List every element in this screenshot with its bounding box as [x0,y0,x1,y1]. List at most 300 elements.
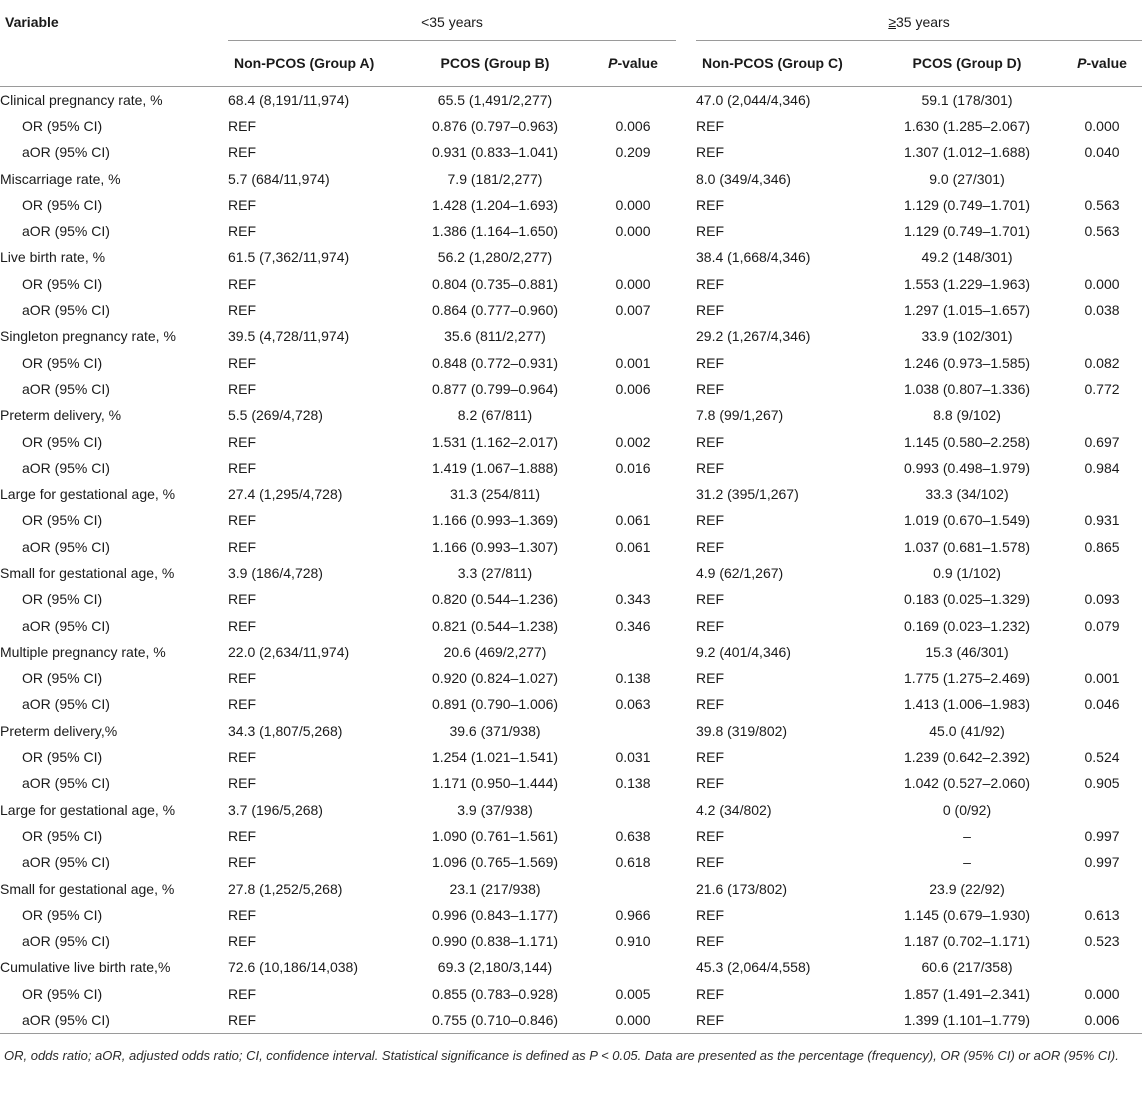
cell-gap [676,639,696,665]
cell-group-d: 1.413 (1.006–1.983) [903,696,1031,713]
table-row [0,455,1142,481]
table-row [0,376,1142,402]
col-header-p-value-2 [1062,40,1142,86]
cell-p-value-2 [1062,639,1142,665]
cell-group-a: REF [228,433,256,450]
cell-group-d: 1.129 (0.749–1.701) [903,223,1031,240]
cell-p-value-2 [1062,718,1142,744]
cell-p-value-2: 0.563 [1084,196,1120,213]
cell-gap [676,323,696,349]
cell-group-d: 1.630 (1.285–2.067) [903,117,1031,134]
cell-p-value-1: 0.061 [615,512,651,529]
cell-group-b: 0.990 (0.838–1.171) [431,933,559,950]
cell-p-value-1 [590,323,676,349]
row-sub-label: OR (95% CI) [22,906,103,923]
row-label: Cumulative live birth rate,% [0,959,171,976]
cell-group-a: 68.4 (8,191/11,974) [228,91,350,108]
cell-group-c: 45.3 (2,064/4,558) [696,959,811,976]
cell-gap [676,192,696,218]
table-row [0,139,1142,165]
cell-gap [676,875,696,901]
table-row [0,560,1142,586]
cell-group-a: REF [228,591,256,608]
cell-gap [676,744,696,770]
cell-group-b: 0.855 (0.783–0.928) [431,985,559,1002]
cell-p-value-1 [590,165,676,191]
table-row [0,86,1142,113]
group-header-over-35 [696,0,1142,40]
cell-gap [676,86,696,113]
cell-group-a: REF [228,538,256,555]
cell-group-a: REF [228,196,256,213]
table-row [0,586,1142,612]
cell-group-d: 15.3 (46/301) [925,643,1009,660]
cell-group-a: REF [228,223,256,240]
cell-group-d: 1.857 (1.491–2.341) [903,985,1031,1002]
cell-p-value-1: 0.346 [615,617,651,634]
row-label: Singleton pregnancy rate, % [0,328,176,345]
cell-group-a: REF [228,854,256,871]
row-sub-label: OR (95% CI) [22,827,103,844]
cell-group-d: 8.8 (9/102) [933,407,1001,424]
cell-gap [676,402,696,428]
cell-group-b: 0.876 (0.797–0.963) [431,117,559,134]
p-rest: -value [617,55,658,71]
col-header-group-b: PCOS (Group B) [400,40,590,86]
row-sub-label: OR (95% CI) [22,354,103,371]
row-sub-label: aOR (95% CI) [22,933,110,950]
cell-group-d: 1.042 (0.527–2.060) [903,775,1031,792]
row-sub-label: aOR (95% CI) [22,223,110,240]
cell-group-a: REF [228,1007,400,1034]
cell-gap [676,691,696,717]
cell-group-b: 0.920 (0.824–1.027) [431,670,559,687]
cell-group-c: REF [696,144,724,161]
table-row [0,744,1142,770]
cell-p-value-2: 0.000 [1084,985,1120,1002]
cell-group-d: 1.038 (0.807–1.336) [903,380,1031,397]
cell-gap [676,534,696,560]
cell-group-b: 1.254 (1.021–1.541) [431,749,559,766]
table-header [0,0,1142,86]
cell-p-value-1: 0.138 [615,775,651,792]
cell-group-a: REF [228,906,256,923]
col-header-group-d: PCOS (Group D) [872,40,1062,86]
cell-p-value-1: 0.005 [615,985,651,1002]
col-header-p-value-1 [590,40,676,86]
row-sub-label: OR (95% CI) [22,117,103,134]
cell-group-b: 56.2 (1,280/2,277) [437,249,553,266]
cell-group-d: 1.187 (0.702–1.171) [903,933,1031,950]
col-header-group-a: Non-PCOS (Group A) [228,40,400,86]
row-label: Preterm delivery,% [0,722,118,739]
cell-group-c: REF [696,275,724,292]
cell-group-d: 33.9 (102/301) [921,328,1013,345]
cell-p-value-2: 0.000 [1084,275,1120,292]
cell-p-value-2: 0.006 [1062,1007,1142,1034]
cell-gap [676,297,696,323]
p-italic: P [608,55,618,71]
p-italic: P [1077,55,1087,71]
row-label: Large for gestational age, % [0,486,176,503]
cell-group-d: 1.019 (0.670–1.549) [903,512,1031,529]
row-sub-label: aOR (95% CI) [22,854,110,871]
cell-p-value-1: 0.063 [615,696,651,713]
cell-gap [676,113,696,139]
table-body [0,86,1142,1034]
row-label: Multiple pregnancy rate, % [0,643,166,660]
table-row [0,849,1142,875]
row-sub-label: aOR (95% CI) [22,775,110,792]
cell-gap [676,928,696,954]
cell-group-d: 1.145 (0.679–1.930) [903,906,1031,923]
cell-group-a: REF [228,512,256,529]
cell-group-b: 1.090 (0.761–1.561) [431,827,559,844]
cell-group-d: 45.0 (41/92) [929,722,1005,739]
col-header-group-c: Non-PCOS (Group C) [696,40,872,86]
cell-group-d: 0 (0/92) [942,801,992,818]
cell-group-a: REF [228,775,256,792]
cell-p-value-2: 0.046 [1084,696,1120,713]
cell-group-b: 0.877 (0.799–0.964) [431,380,559,397]
cell-group-c: 38.4 (1,668/4,346) [696,249,811,266]
cell-group-a: 72.6 (10,186/14,038) [228,959,358,976]
cell-p-value-2 [1062,323,1142,349]
cell-p-value-2: 0.000 [1084,117,1120,134]
table-row [0,665,1142,691]
row-sub-label: aOR (95% CI) [22,696,110,713]
table-row [0,192,1142,218]
cell-group-c: REF [696,117,724,134]
cell-p-value-2 [1062,86,1142,113]
row-label: Small for gestational age, % [0,564,175,581]
cell-p-value-1 [590,718,676,744]
cell-group-a: REF [228,696,256,713]
cell-gap [676,665,696,691]
cell-group-c: 29.2 (1,267/4,346) [696,328,811,345]
cell-group-d: 1.307 (1.012–1.688) [903,144,1031,161]
cell-p-value-1 [590,797,676,823]
cell-group-d: 1.129 (0.749–1.701) [903,196,1031,213]
cell-gap [676,902,696,928]
cell-group-a: REF [228,670,256,687]
cell-group-b: 39.6 (371/938) [449,722,541,739]
cell-gap [676,586,696,612]
row-sub-label: aOR (95% CI) [22,617,110,634]
table-row [0,507,1142,533]
row-sub-label: aOR (95% CI) [22,302,110,319]
cell-group-b: 65.5 (1,491/2,277) [437,91,553,108]
cell-group-c: REF [696,749,724,766]
table-row [0,875,1142,901]
cell-group-c: REF [696,223,724,240]
table-row [0,402,1142,428]
cell-p-value-1: 0.910 [615,933,651,950]
cell-p-value-1 [590,481,676,507]
cell-p-value-2: 0.093 [1084,591,1120,608]
cell-p-value-2: 0.697 [1084,433,1120,450]
row-label: Small for gestational age, % [0,880,175,897]
cell-gap [676,165,696,191]
cell-p-value-1: 0.000 [590,1007,676,1034]
row-sub-label: OR (95% CI) [22,591,103,608]
row-sub-label: OR (95% CI) [22,985,103,1002]
cell-gap [676,954,696,980]
table-row [0,481,1142,507]
table-row [0,954,1142,980]
cell-group-d: 1.239 (0.642–2.392) [903,749,1031,766]
cell-group-c: REF [696,827,724,844]
cell-p-value-2: 0.082 [1084,354,1120,371]
cell-group-d: 1.775 (1.275–2.469) [903,670,1031,687]
cell-group-b: 0.996 (0.843–1.177) [431,906,559,923]
cell-group-c: REF [696,380,724,397]
row-label: Live birth rate, % [0,249,106,266]
cell-group-c: REF [696,1007,872,1034]
cell-p-value-1: 0.638 [615,827,651,844]
cell-group-d: – [963,854,971,871]
cell-group-c: REF [696,933,724,950]
cell-group-c: 31.2 (395/1,267) [696,486,799,503]
cell-p-value-1 [590,402,676,428]
cell-p-value-2 [1062,560,1142,586]
cell-group-c: REF [696,433,724,450]
cell-p-value-2: 0.001 [1084,670,1120,687]
cell-p-value-1: 0.000 [615,275,651,292]
cell-gap [676,507,696,533]
cell-p-value-2: 0.997 [1084,827,1120,844]
cell-p-value-1: 0.343 [615,591,651,608]
cell-gap [676,797,696,823]
cell-group-d: 1.553 (1.229–1.963) [903,275,1031,292]
table-row [0,823,1142,849]
cell-group-c: REF [696,696,724,713]
cell-p-value-2 [1062,481,1142,507]
cell-gap [676,770,696,796]
cell-p-value-1 [590,86,676,113]
table-row [0,218,1142,244]
cell-gap [676,244,696,270]
cell-group-d: 0.993 (0.498–1.979) [903,459,1031,476]
cell-group-c: REF [696,196,724,213]
table-row [0,639,1142,665]
cell-group-a: REF [228,354,256,371]
row-sub-label: aOR (95% CI) [22,144,110,161]
cell-group-c: REF [696,459,724,476]
table-row [0,534,1142,560]
cell-gap [676,560,696,586]
cell-group-a: REF [228,617,256,634]
cell-p-value-1: 0.138 [615,670,651,687]
table-row [0,691,1142,717]
cell-group-a: REF [228,933,256,950]
cell-group-c: REF [696,617,724,634]
cell-group-d: 33.3 (34/102) [925,486,1009,503]
cell-group-c: REF [696,591,724,608]
cell-group-d: – [963,827,971,844]
cell-group-a: REF [228,302,256,319]
cell-p-value-2: 0.865 [1084,538,1120,555]
cell-group-b: 1.096 (0.765–1.569) [431,854,559,871]
cell-group-c: REF [696,670,724,687]
cell-group-a: 34.3 (1,807/5,268) [228,722,343,739]
cell-group-d: 1.399 (1.101–1.779) [872,1007,1062,1034]
cell-group-a: REF [228,117,256,134]
group-header-over-35-text: 35 years [896,14,950,30]
cell-group-d: 0.9 (1/102) [933,564,1001,581]
cell-gap [676,271,696,297]
cell-group-c: REF [696,538,724,555]
cell-group-c: REF [696,775,724,792]
row-sub-label: OR (95% CI) [22,512,103,529]
cell-group-a: REF [228,380,256,397]
cell-group-d: 1.145 (0.580–2.258) [903,433,1031,450]
cell-gap [676,218,696,244]
header-gap [676,0,696,40]
cell-group-b: 1.531 (1.162–2.017) [431,433,559,450]
cell-group-b: 1.166 (0.993–1.307) [431,538,559,555]
table-row [0,113,1142,139]
table-row [0,797,1142,823]
cell-group-a: 22.0 (2,634/11,974) [228,643,350,660]
cell-p-value-1: 0.007 [615,302,651,319]
table-row [0,244,1142,270]
cell-group-c: REF [696,302,724,319]
cell-group-b: 1.166 (0.993–1.369) [431,512,559,529]
cell-gap [676,981,696,1007]
cell-p-value-2: 0.905 [1084,775,1120,792]
table-row [0,928,1142,954]
table-row [0,297,1142,323]
cell-p-value-2: 0.613 [1084,906,1120,923]
cell-gap [676,481,696,507]
cell-p-value-2: 0.772 [1084,380,1120,397]
cell-group-b: 23.1 (217/938) [449,880,541,897]
cell-group-c: 21.6 (173/802) [696,880,788,897]
cell-group-a: REF [228,459,256,476]
row-label: Miscarriage rate, % [0,170,121,187]
cell-group-b: 20.6 (469/2,277) [443,643,547,660]
table-row [0,902,1142,928]
cell-p-value-1: 0.000 [615,196,651,213]
cell-gap [676,376,696,402]
table-row [0,770,1142,796]
cell-gap [676,823,696,849]
cell-p-value-1: 0.006 [615,380,651,397]
cell-group-a: REF [228,749,256,766]
cell-p-value-1: 0.061 [615,538,651,555]
cell-group-b: 31.3 (254/811) [449,486,541,503]
row-sub-label: aOR (95% CI) [22,380,110,397]
cell-group-d: 0.183 (0.025–1.329) [903,591,1031,608]
cell-p-value-1 [590,639,676,665]
cell-group-b: 0.848 (0.772–0.931) [431,354,559,371]
cell-p-value-1: 0.001 [615,354,651,371]
cell-group-b: 0.821 (0.544–1.238) [431,617,559,634]
cell-group-a: REF [228,985,256,1002]
cell-group-c: 4.2 (34/802) [696,801,772,818]
cell-group-c: 39.8 (319/802) [696,722,788,739]
cell-group-a: 5.5 (269/4,728) [228,407,323,424]
cell-p-value-1 [590,875,676,901]
cell-gap [676,1007,696,1034]
cell-group-b: 0.820 (0.544–1.236) [431,591,559,608]
cell-p-value-1: 0.000 [615,223,651,240]
cell-group-a: 5.7 (684/11,974) [228,170,330,187]
cell-group-b: 1.171 (0.950–1.444) [431,775,559,792]
cell-group-c: REF [696,512,724,529]
cell-group-b: 69.3 (2,180/3,144) [437,959,553,976]
cell-p-value-2: 0.079 [1084,617,1120,634]
row-label: Clinical pregnancy rate, % [0,91,163,108]
cell-group-b: 0.804 (0.735–0.881) [431,275,559,292]
cell-group-d: 1.297 (1.015–1.657) [903,302,1031,319]
cell-group-a: REF [228,827,256,844]
cell-p-value-2 [1062,165,1142,191]
row-sub-label: OR (95% CI) [22,275,103,292]
table-row [0,165,1142,191]
row-label: Preterm delivery, % [0,407,122,424]
cell-group-c: REF [696,985,724,1002]
cell-gap [676,139,696,165]
cell-p-value-2: 0.997 [1084,854,1120,871]
cell-p-value-2: 0.523 [1084,933,1120,950]
cell-p-value-2 [1062,954,1142,980]
cell-group-a: 39.5 (4,728/11,974) [228,328,350,345]
cell-p-value-1: 0.618 [615,854,651,871]
cell-p-value-2 [1062,244,1142,270]
cell-gap [676,718,696,744]
cell-group-d: 60.6 (217/358) [921,959,1013,976]
cell-group-d: 0.169 (0.023–1.232) [903,617,1031,634]
cell-group-c: 9.2 (401/4,346) [696,643,791,660]
cell-p-value-1: 0.016 [615,459,651,476]
cell-group-b: 8.2 (67/811) [457,407,533,424]
cell-p-value-1 [590,954,676,980]
cell-group-a: 27.8 (1,252/5,268) [228,880,343,897]
cell-p-value-1 [590,560,676,586]
cell-group-d: 1.037 (0.681–1.578) [903,538,1031,555]
row-sub-label: aOR (95% CI) [22,459,110,476]
cell-p-value-2: 0.524 [1084,749,1120,766]
p-rest: -value [1086,55,1127,71]
cell-group-c: 7.8 (99/1,267) [696,407,784,424]
header-gap-2 [676,40,696,86]
row-label: Large for gestational age, % [0,801,176,818]
cell-gap [676,349,696,375]
cell-group-a: REF [228,275,256,292]
cell-group-a: REF [228,144,256,161]
cell-group-d: 59.1 (178/301) [921,91,1013,108]
cell-p-value-2 [1062,402,1142,428]
cell-gap [676,849,696,875]
table-row [0,323,1142,349]
row-sub-label: OR (95% CI) [22,433,103,450]
row-sub-label: aOR (95% CI) [22,538,110,555]
cell-gap [676,455,696,481]
cell-group-b: 0.931 (0.833–1.041) [431,144,559,161]
cell-p-value-2: 0.040 [1084,144,1120,161]
cell-p-value-2: 0.984 [1084,459,1120,476]
cell-group-d: 49.2 (148/301) [921,249,1013,266]
cell-group-a: 61.5 (7,362/11,974) [228,249,350,266]
table-row [0,981,1142,1007]
cell-group-b: 7.9 (181/2,277) [447,170,543,187]
table-row [0,428,1142,454]
cell-group-b: 0.864 (0.777–0.960) [431,302,559,319]
cell-gap [676,612,696,638]
cell-group-b: 1.419 (1.067–1.888) [431,459,559,476]
